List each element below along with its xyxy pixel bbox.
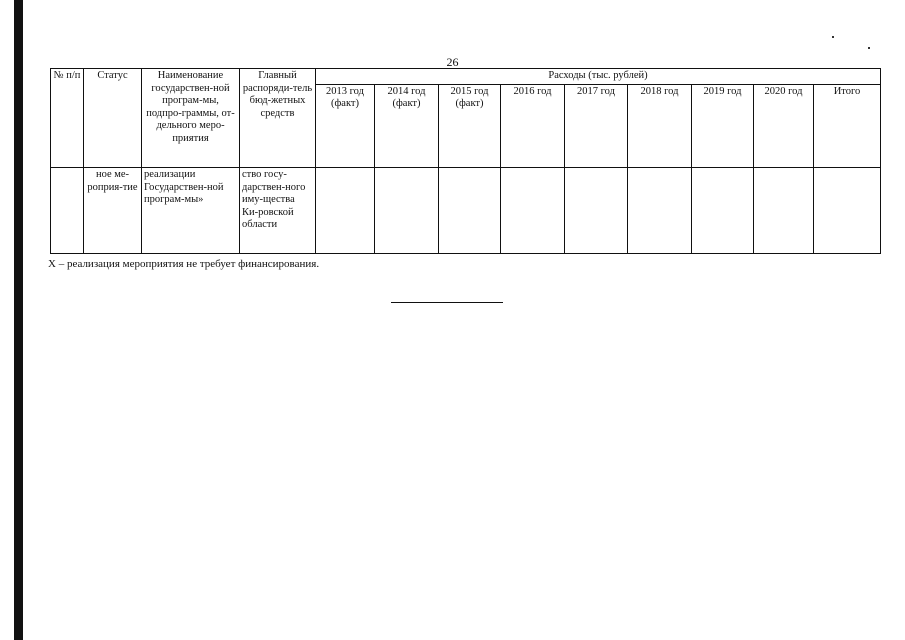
footnote: X – реализация мероприятия не требует финансирования.	[48, 258, 320, 270]
scan-speck	[868, 47, 870, 49]
header-expenses: Расходы (тыс. рублей)	[316, 69, 881, 85]
scan-edge-bar	[14, 0, 23, 640]
page-number: 26	[446, 55, 459, 69]
row-num	[51, 168, 84, 254]
header-year: 2018 год	[628, 84, 692, 168]
header-year: 2016 год	[501, 84, 565, 168]
scan-speck	[832, 36, 834, 38]
header-total: Итого	[814, 84, 881, 168]
header-year: 2015 год (факт)	[439, 84, 501, 168]
row-admin: ство госу-дарствен-ного иму-щества Ки-ровской области	[240, 168, 316, 254]
row-value	[628, 168, 692, 254]
row-value	[501, 168, 565, 254]
header-num: № п/п	[51, 69, 84, 168]
table-row	[51, 168, 881, 254]
row-status: ное ме-роприя-тие	[84, 168, 142, 254]
row-value	[754, 168, 814, 254]
row-value	[814, 168, 881, 254]
end-rule	[391, 302, 503, 303]
row-value	[692, 168, 754, 254]
header-year: 2019 год	[692, 84, 754, 168]
header-admin: Главный распоряди-тель бюд-жетных средств	[240, 69, 316, 168]
row-value	[316, 168, 375, 254]
row-value	[565, 168, 628, 254]
row-value	[375, 168, 439, 254]
header-row	[51, 69, 881, 85]
header-year: 2014 год (факт)	[375, 84, 439, 168]
header-year: 2017 год	[565, 84, 628, 168]
row-value	[439, 168, 501, 254]
row-name: реализации Государствен-ной програм-мы»	[142, 168, 240, 254]
header-status: Статус	[84, 69, 142, 168]
expenses-table	[50, 68, 881, 254]
header-name: Наименование государствен-ной програм-мы, подпро-граммы, от-дельного меро-приятия	[142, 69, 240, 168]
header-year: 2020 год	[754, 84, 814, 168]
header-year: 2013 год (факт)	[316, 84, 375, 168]
